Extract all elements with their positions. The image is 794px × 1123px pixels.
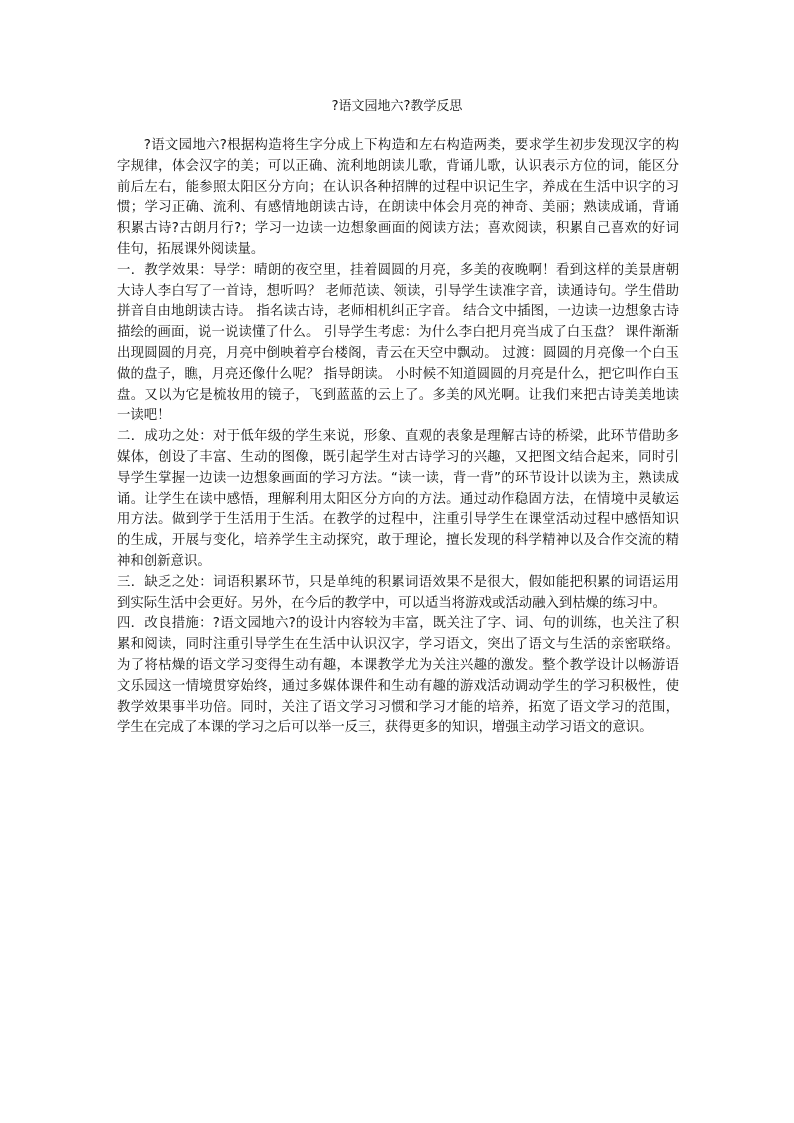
section-improvements: 四．改良措施：?语文园地六?的设计内容较为丰富，既关注了字、词、句的训练，也关注了积累和阅读，同时注重引导学生在生活中认识汉字，学习语文，突出了语文与生活的亲密联络。为了将枯燥的语文学习变得生动有趣，本课教学尤为关注兴趣的激发。整个教学设计以畅游语文乐园这一情境贯穿始终，通过多媒体课件和生动有趣的游戏活动调动学生的学习积极性，使教学效果事半功倍。同时，关注了语文学习习惯和学习才能的培养，拓宽了语文学习的范围，学生在完成了本课的学习之后可以举一反三，获得更多的知识，增强主动学习语文的意识。 — [117, 616, 679, 736]
intro-paragraph: ?语文园地六?根据构造将生字分成上下构造和左右构造两类，要求学生初步发现汉字的构字规律，体会汉字的美；可以正确、流利地朗读儿歌，背诵儿歌，认识表示方位的词，能区分前后左右，能参照太阳区分方向；在认识各种招牌的过程中识记生字，养成在生活中识字的习惯；学习正确、流利、有感情地朗读古诗，在朗读中体会月亮的神奇、美丽；熟读成诵，背诵积累古诗?古朗月行?；学习一边读一边想象画面的阅读方法；喜欢阅读，积累自己喜欢的好词佳句，拓展课外阅读量。 — [117, 138, 679, 257]
document-body — [117, 136, 679, 739]
document-title: ?语文园地六?教学反思 — [331, 99, 463, 114]
section-shortcomings: 三．缺乏之处：词语积累环节，只是单纯的积累词语效果不是很大，假如能把积累的词语运用到实际生活中会更好。另外，在今后的教学中，可以适当将游戏或活动融入到枯燥的练习中。 — [117, 574, 679, 611]
section-teaching-effect: 一．教学效果：导学：晴朗的夜空里，挂着圆圆的月亮，多美的夜晚啊！看到这样的美景唐朝大诗人李白写了一首诗，想听吗？ 老师范读、领读，引导学生读准字音，读通诗句。学生借助拼音自由地朗读古诗。 指名读古诗，老师相机纠正字音。 结合文中插图，一边读一边想象古诗描绘的画面，说一说读懂了什么。 引导学生考虑：为什么李白把月亮当成了白玉盘？ 课件渐渐出现圆圆的月亮，月亮中倒映着亭台楼阁，青云在天空中飘动。 过渡：圆圆的月亮像一个白玉做的盘子，瞧，月亮还像什么呢？ 指导朗读。 小时候不知道圆圆的月亮是什么，把它叫作白玉盘。又以为它是梳妆用的镜子，飞到蓝蓝的云上了。多美的风光啊。让我们来把古诗美美地读一读吧！ — [117, 262, 679, 424]
section-successes: 二．成功之处：对于低年级的学生来说，形象、直观的表象是理解古诗的桥梁，此环节借助多媒体，创设了丰富、生动的图像，既引起学生对古诗学习的兴趣，又把图文结合起来，同时引导学生掌握一边读一边想象画面的学习方法。“读一读，背一背”的环节设计以读为主，熟读成诵。让学生在读中感悟，理解利用太阳区分方向的方法。通过动作稳固方法，在情境中灵敏运用方法。做到学于生活用于生活。在教学的过程中，注重引导学生在课堂活动过程中感悟知识的生成，开展与变化，培养学生主动探究，敢于理论，擅长发现的科学精神以及合作交流的精神和创新意识。 — [117, 429, 679, 569]
